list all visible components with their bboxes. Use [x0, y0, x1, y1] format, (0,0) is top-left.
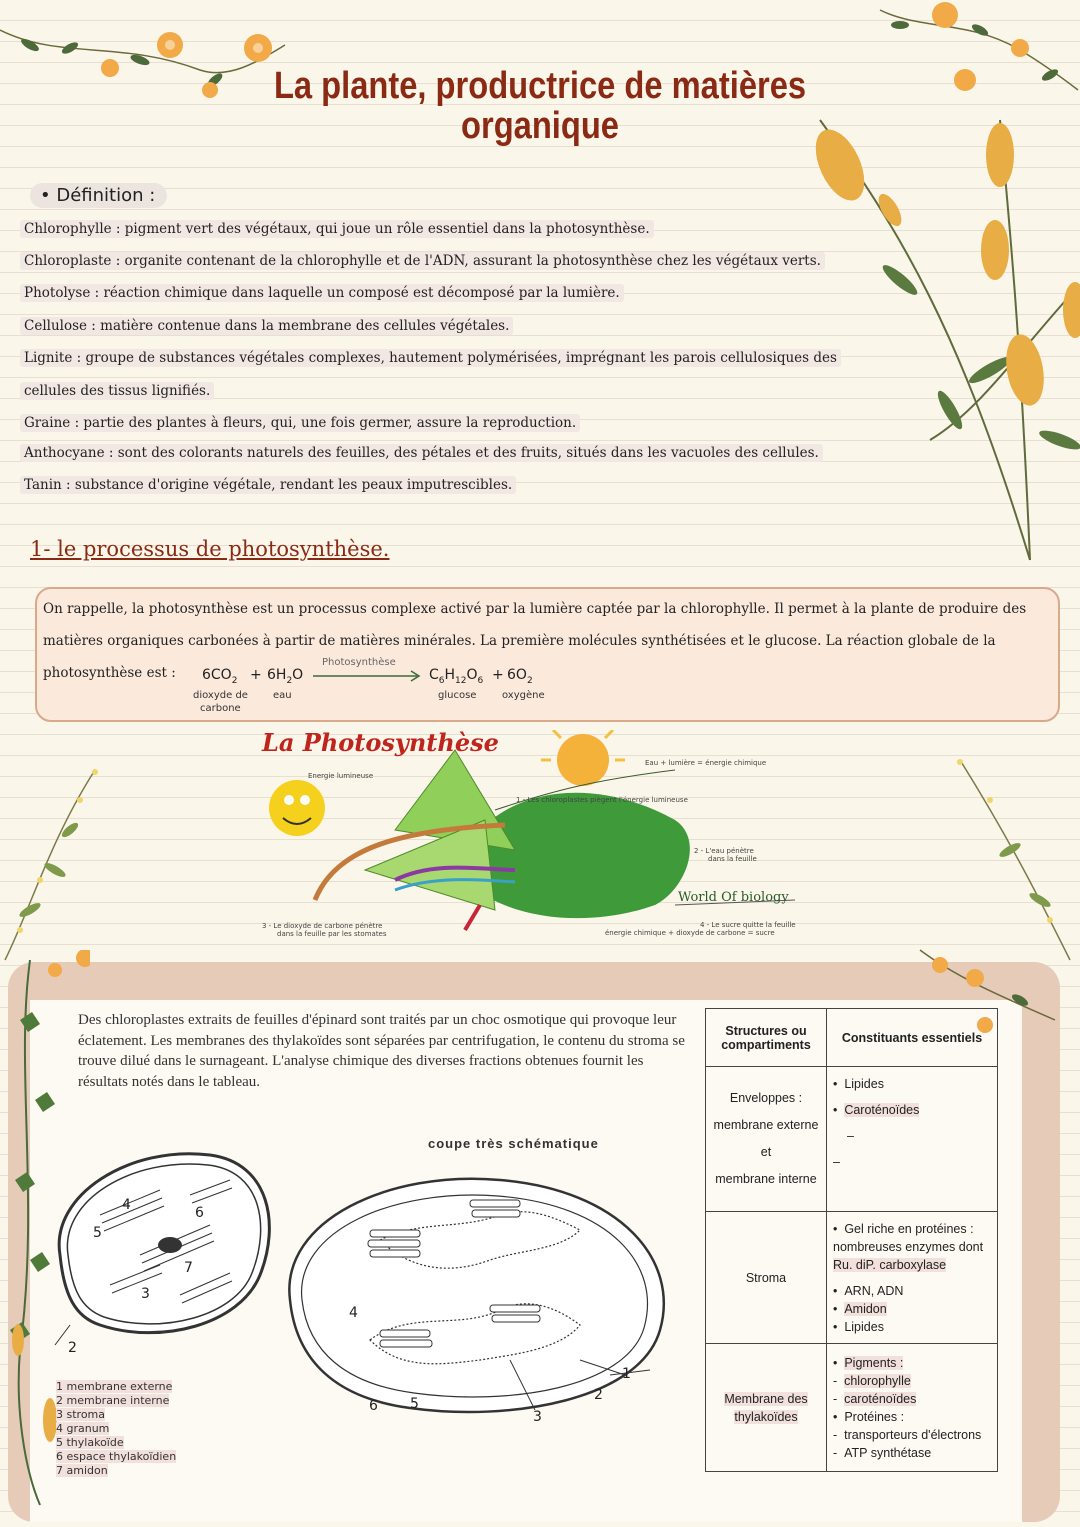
- diagram-number: 5: [93, 1225, 102, 1241]
- chloroplast-diagram-left-icon: [40, 1135, 280, 1355]
- equation-lead: photosynthèse est :: [43, 665, 176, 681]
- section-title: 1- le processus de photosynthèse.: [30, 537, 390, 561]
- intro-line: matières organiques carbonées à partir de matières minérales. La première molécules synthétisées et le glucose. La réaction globale de la: [43, 633, 996, 649]
- illustration-step4a-label: 4 - Le sucre quitte la feuille: [700, 921, 796, 929]
- table-row-thylakoides: Membrane des thylakoïdes: [706, 1344, 827, 1472]
- illustration-energie-label: Energie lumineuse: [308, 772, 374, 780]
- equation-plus: +: [250, 667, 262, 683]
- illustration-eau-lumiere-label: Eau + lumière = énergie chimique: [645, 759, 767, 767]
- equation-product-glucose: $C_6H_{12}O_6$: [429, 667, 484, 686]
- diagram-legend: 1 membrane externe 2 membrane interne 3 stroma 4 granum 5 thylakoïde 6 espace thylakoïdien 7 amidon: [56, 1380, 177, 1477]
- table-row-enveloppes: Enveloppes : membrane externe et membrane interne: [706, 1067, 827, 1212]
- diagram-number: 7: [184, 1260, 193, 1276]
- diagram-number: 2: [68, 1340, 77, 1356]
- definition-line: Graine : partie des plantes à fleurs, qui, une fois germer, assure la reproduction.: [20, 415, 580, 431]
- table-cell-enveloppes: • Lipides • Caroténoïdes – –: [827, 1067, 998, 1212]
- diagram-number: 3: [533, 1409, 542, 1425]
- diagram-number: 4: [349, 1305, 358, 1321]
- definition-line: Anthocyane : sont des colorants naturels des feuilles, des pétales et des fruits, situés dans les vacuoles des cellules.: [20, 445, 823, 461]
- results-table: [705, 1008, 998, 1472]
- wheat-decoration-right-icon: [780, 110, 1080, 570]
- illustration-brand: World Of biology: [678, 890, 789, 905]
- equation-product-oxygen: $6O_2$: [507, 667, 533, 686]
- diagram-caption: coupe très schématique: [428, 1136, 599, 1151]
- table-header-constituants: Constituants essentiels: [827, 1009, 998, 1067]
- diagram-number: 1: [622, 1366, 631, 1382]
- illustration-title: La Photosynthèse: [262, 728, 499, 757]
- intro-line: On rappelle, la photosynthèse est un processus complexe activé par la lumière captée par la chlorophylle. Il permet à la plante de produire des: [43, 601, 1027, 617]
- label-carbone: carbone: [200, 703, 241, 714]
- table-header-structures: Structures ou compartiments: [706, 1009, 827, 1067]
- equation-reactant-co2: $6CO_2$: [202, 667, 238, 686]
- label-eau: eau: [273, 690, 292, 701]
- experiment-text: Des chloroplastes extraits de feuilles d'épinard sont traités par un choc osmotique qui provoque leur éclatement. Les membranes des thylakoïdes sont séparées par centrifugation, le contenu du stroma se trouve dilué dans le surnageant. L'analyse chimique des diverses fractions obtenues fournit les résultats notés dans le tableau.: [78, 1012, 685, 1090]
- definition-line: Lignite : groupe de substances végétales complexes, hautement polymérisées, imprégnant les parois cellulosiques des: [20, 350, 841, 366]
- equation-reactant-h2o: $6H_2O$: [267, 667, 304, 686]
- chloroplast-diagram-right-icon: [280, 1160, 690, 1430]
- label-oxygene: oxygène: [502, 690, 545, 701]
- diagram-number: 2: [594, 1387, 603, 1403]
- definition-line: Cellulose : matière contenue dans la membrane des cellules végétales.: [20, 318, 513, 334]
- table-cell-stroma: • Gel riche en protéines : nombreuses enzymes dont Ru. diP. carboxylase • ARN, ADN • Amidon • Lipides: [827, 1212, 998, 1344]
- diagram-number: 6: [369, 1398, 378, 1414]
- plant-decoration-right-icon: [930, 750, 1080, 970]
- page-title: La plante, productrice de matières organique: [273, 65, 807, 147]
- table-cell-thylakoides: • Pigments : - chlorophylle - caroténoïdes • Protéines : - transporteurs d'électrons - ATP synthétase: [827, 1344, 998, 1472]
- illustration-step1-label: 1 - Les chloroplastes piègent l'énergie lumineuse: [516, 796, 688, 804]
- diagram-number: 6: [195, 1205, 204, 1221]
- definition-line: Chloroplaste : organite contenant de la chlorophylle et de l'ADN, assurant la photosynthèse chez les végétaux verts.: [20, 253, 825, 269]
- definition-label: • Définition :: [30, 183, 167, 208]
- diagram-number: 5: [410, 1396, 419, 1412]
- illustration-step2b-label: dans la feuille: [708, 855, 757, 863]
- table-row-stroma: Stroma: [706, 1212, 827, 1344]
- equation-plus: +: [492, 667, 504, 683]
- equation-arrow-icon: [313, 670, 423, 682]
- definition-line: Photolyse : réaction chimique dans laquelle un composé est décomposé par la lumière.: [20, 285, 624, 301]
- diagram-number: 3: [141, 1286, 150, 1302]
- definition-line: Chlorophylle : pigment vert des végétaux, qui joue un rôle essentiel dans la photosynthèse.: [20, 221, 654, 237]
- diagram-number: 4: [122, 1197, 131, 1213]
- illustration-step3b-label: dans la feuille par les stomates: [277, 930, 387, 938]
- plant-decoration-left-icon: [0, 760, 110, 970]
- definition-line: Tanin : substance d'origine végétale, rendant les peaux imputrescibles.: [20, 477, 516, 493]
- equation-arrow-label: Photosynthèse: [322, 657, 396, 668]
- label-glucose: glucose: [438, 690, 477, 701]
- illustration-step4b-label: énergie chimique + dioxyde de carbone = sucre: [605, 929, 775, 937]
- illustration-step3a-label: 3 - Le dioxyde de carbone pénètre: [262, 922, 383, 930]
- illustration-step2a-label: 2 - L'eau pénètre: [694, 847, 754, 855]
- definition-line: cellules des tissus lignifiés.: [20, 383, 214, 399]
- label-dioxyde: dioxyde de: [193, 690, 248, 701]
